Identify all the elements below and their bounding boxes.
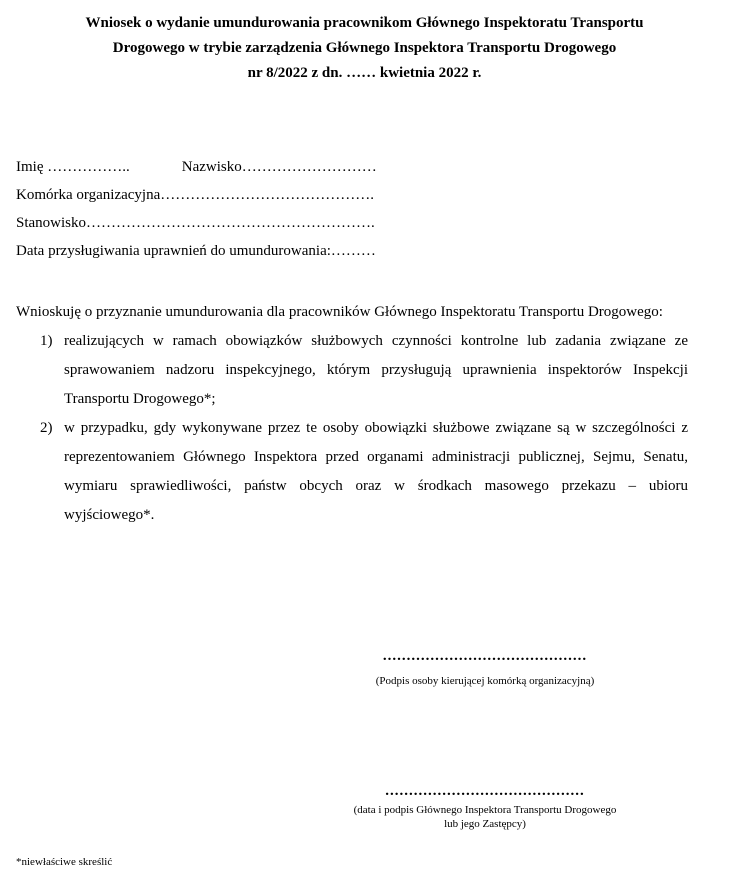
- list-item: [16, 414, 688, 530]
- signature-line[interactable]: ...........................................: [382, 648, 588, 664]
- organizational-unit-field[interactable]: Komórka organizacyjna…………………………………….: [16, 187, 375, 203]
- document-title: [0, 11, 729, 86]
- chief-inspector-signature: [330, 783, 640, 831]
- last-name-field[interactable]: Nazwisko………………………: [181, 159, 377, 175]
- request-body: [16, 298, 688, 530]
- title-line-1: Wniosek o wydanie umundurowania pracownikom Głównego Inspektoratu Transportu: [85, 15, 644, 31]
- request-items-list: [16, 327, 688, 530]
- signature-caption: (Podpis osoby kierującej komórką organizacyjną): [375, 675, 595, 687]
- name-row: [16, 153, 377, 181]
- title-line-3: nr 8/2022 z dn. …… kwietnia 2022 r.: [247, 65, 482, 81]
- signature-caption-line-2: lub jego Zastępcy): [444, 818, 526, 830]
- list-item-text: w przypadku, gdy wykonywane przez te osoby obowiązki służbowe związane są w szczególności z reprezentowaniem Głównego Inspektora przed organami administracji publicznej, Sejmu, Senatu, wymiaru sprawiedliwości, państw obcych oraz w środkach masowego przekazu – ubioru wyjściowego*.: [64, 420, 688, 523]
- signature-caption-line-1: (data i podpis Głównego Inspektora Transportu Drogowego: [353, 804, 617, 816]
- list-item: [16, 327, 688, 414]
- position-field[interactable]: Stanowisko………………………………………………….: [16, 215, 375, 231]
- title-line-2: Drogowego w trybie zarządzenia Głównego Inspektora Transportu Drogowego: [112, 40, 617, 56]
- list-item-number: 1): [40, 333, 53, 349]
- first-name-field[interactable]: Imię ……………..: [16, 159, 130, 175]
- list-item-text: realizujących w ramach obowiązków służbowych czynności kontrolne lub zadania związane ze sprawowaniem nadzoru inspekcyjnego, którym przysługują uprawnienia inspektorów Inspekcji Transportu Drogowego*;: [64, 333, 688, 407]
- unit-head-signature: [330, 648, 640, 688]
- list-item-number: 2): [40, 420, 53, 436]
- signature-line[interactable]: ..........................................: [385, 783, 585, 799]
- personal-data-fields: [16, 153, 377, 265]
- entitlement-date-field[interactable]: Data przysługiwania uprawnień do umundurowania:………: [16, 243, 376, 259]
- footnote: *niewłaściwe skreślić: [16, 856, 113, 868]
- request-lead-paragraph: Wnioskuję o przyznanie umundurowania dla pracowników Głównego Inspektoratu Transportu Drogowego:: [16, 304, 663, 320]
